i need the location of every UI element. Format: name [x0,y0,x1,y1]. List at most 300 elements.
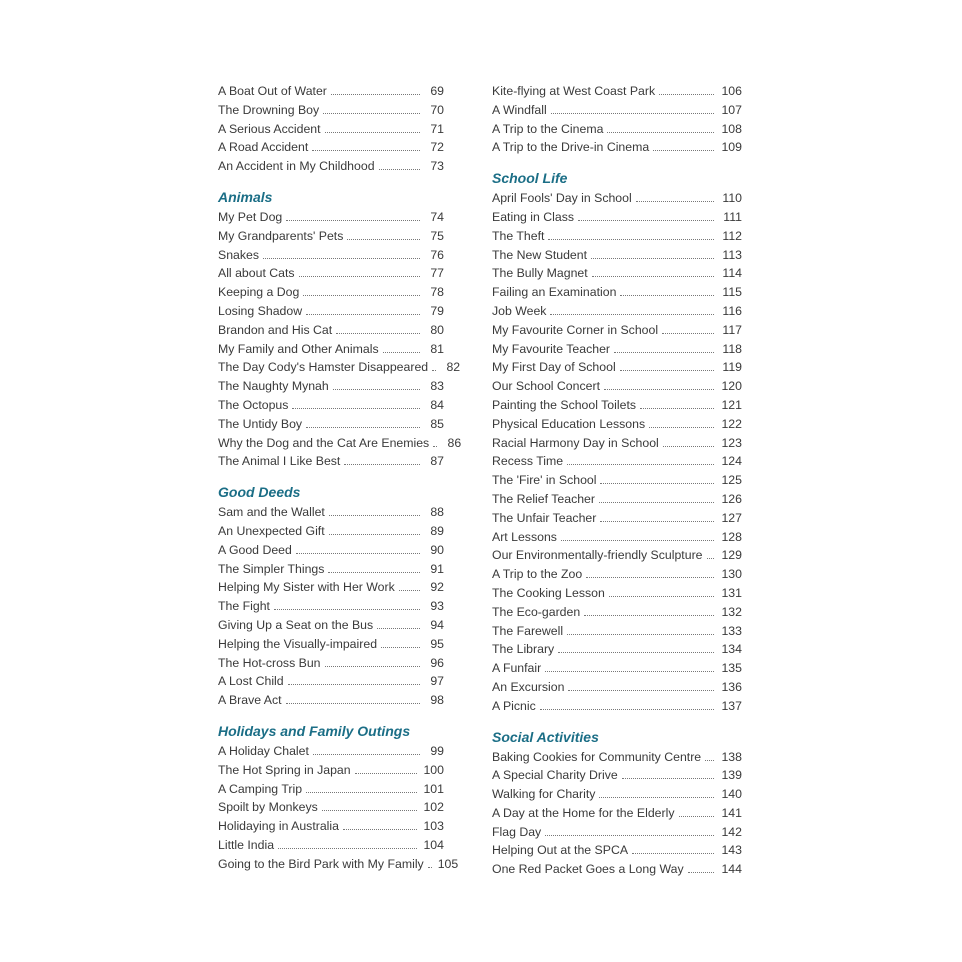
toc-entry-page-number: 142 [721,824,742,839]
toc-entry-title: Baking Cookies for Community Centre [492,749,702,764]
toc-entry-page-number: 137 [721,698,742,713]
toc-entry-page-number: 99 [430,743,444,758]
toc-entry[interactable] [492,264,742,283]
toc-entry[interactable] [218,560,444,579]
toc-entry-page-number: 135 [721,661,742,676]
toc-entry-title: Our Environmentally-friendly Sculpture [492,548,703,563]
dot-leader [558,642,714,653]
toc-entry[interactable] [492,785,742,804]
toc-entry-page-number: 97 [430,674,444,689]
contents-column-left [218,82,462,873]
toc-entry-title: April Fools' Day in School [492,191,632,206]
toc-entry-title: Helping Out at the SPCA [492,843,629,858]
dot-leader [663,436,714,447]
toc-entry-title: Sam and the Wallet [218,505,325,520]
toc-entry-page-number: 120 [721,379,742,394]
dot-leader [548,229,714,240]
dot-leader [578,210,714,221]
toc-entry-page-number: 136 [721,679,742,694]
toc-entry-page-number: 90 [430,542,444,557]
toc-entry-title: Art Lessons [492,529,557,544]
section-holidays-and-family-outings [218,720,459,874]
toc-entry-page-number: 94 [430,617,444,632]
dot-leader [306,304,420,315]
toc-entry-page-number: 132 [721,604,742,619]
toc-entry[interactable] [492,584,742,603]
dot-leader [599,492,714,503]
toc-entry-title: A Holiday Chalet [218,743,309,758]
toc-entry-title: One Red Packet Goes a Long Way [492,862,684,877]
toc-entry[interactable] [492,860,742,879]
dot-leader [586,567,714,578]
toc-entry[interactable] [218,157,444,176]
dot-leader [604,379,714,390]
toc-entry[interactable] [492,546,742,565]
toc-entry[interactable] [218,227,444,246]
toc-entry[interactable] [492,565,742,584]
toc-entry[interactable] [218,541,444,560]
toc-entry-page-number: 88 [430,505,444,520]
toc-entry[interactable] [492,697,742,716]
toc-entry-page-number: 95 [430,636,444,651]
toc-entry-page-number: 102 [423,800,444,815]
section-school-life [492,167,742,715]
toc-entry-page-number: 73 [430,159,444,174]
toc-entry[interactable] [492,766,742,785]
toc-entry[interactable] [492,415,742,434]
toc-entry-page-number: 126 [721,491,742,506]
dot-leader [600,511,714,522]
dot-leader [328,562,420,573]
toc-entry-page-number: 117 [722,322,742,337]
toc-entry-page-number: 129 [721,548,742,563]
dot-leader [347,229,420,240]
dot-leader [399,580,420,591]
toc-entry-title: A Boat Out of Water [218,84,327,98]
section-heading: Social Activities [492,728,599,745]
toc-entry-page-number: 109 [721,140,742,155]
toc-entry-title: The Library [492,642,555,657]
toc-entry-page-number: 83 [430,379,444,394]
dot-leader [653,140,714,151]
dot-leader [312,140,420,151]
toc-entry-title: Walking for Charity [492,787,596,802]
toc-entry[interactable] [218,578,444,597]
toc-entry-page-number: 87 [430,454,444,469]
toc-entry-title: Physical Education Lessons [492,416,646,431]
dot-leader [636,191,714,202]
toc-entry[interactable] [492,640,742,659]
section-social-activities [492,726,742,880]
dot-leader [278,838,417,849]
toc-entry[interactable] [218,82,444,101]
toc-entry-title: The New Student [492,247,588,262]
toc-entry[interactable] [218,503,444,522]
dot-leader [568,680,714,691]
toc-entry-page-number: 119 [722,360,742,375]
dot-leader [329,505,420,516]
toc-entry[interactable] [218,742,444,761]
toc-entry-title: A Trip to the Zoo [492,567,583,582]
dot-leader [567,624,714,635]
toc-entry-title: A Brave Act [218,693,282,708]
toc-entry[interactable] [218,817,444,836]
dot-leader [591,248,714,259]
toc-entry-title: Our School Concert [492,379,600,394]
toc-entry[interactable] [492,823,742,842]
toc-entry[interactable] [218,321,444,340]
toc-entry-title: Going to the Bird Park with My Family [218,856,424,871]
toc-entry-title: My Favourite Teacher [492,341,611,356]
toc-entry-title: Racial Harmony Day in School [492,435,659,450]
toc-entry-title: The Bully Magnet [492,266,588,281]
dot-leader [592,266,714,277]
toc-entry[interactable] [218,616,444,635]
toc-entry[interactable] [492,490,742,509]
toc-entry-page-number: 74 [430,209,444,224]
toc-entry[interactable] [218,208,444,227]
toc-entry[interactable] [218,246,444,265]
toc-entry-title: Painting the School Toilets [492,397,637,412]
toc-entry-page-number: 105 [437,856,459,871]
toc-entry[interactable] [218,120,444,139]
toc-entry[interactable] [492,659,742,678]
toc-entry[interactable] [218,377,444,396]
dot-leader [274,599,420,610]
toc-entry[interactable] [218,138,444,157]
toc-entry-page-number: 72 [430,140,444,155]
section-animals [218,186,462,471]
toc-entry[interactable] [218,302,444,321]
toc-entry[interactable] [492,321,742,340]
dot-leader [662,323,714,334]
toc-entry-title: Keeping a Dog [218,285,300,300]
toc-entry-title: The Octopus [218,397,289,412]
toc-entry[interactable] [492,841,742,860]
dot-leader [705,750,714,761]
dot-leader [379,159,420,170]
toc-entry[interactable] [218,597,444,616]
toc-entry-page-number: 101 [423,781,444,796]
toc-entry-page-number: 84 [430,397,444,412]
dot-leader [325,122,420,133]
toc-entry-page-number: 71 [430,121,444,136]
toc-entry[interactable] [492,377,742,396]
dot-leader [551,103,714,114]
toc-entry-page-number: 89 [430,523,444,538]
toc-entry-page-number: 69 [430,84,444,98]
toc-entry[interactable] [218,264,444,283]
toc-entry-page-number: 79 [430,303,444,318]
toc-entry-page-number: 128 [721,529,742,544]
toc-entry-title: The Drowning Boy [218,102,320,117]
toc-entry-title: Why the Dog and the Cat Are Enemies [218,435,430,450]
toc-entry[interactable] [492,603,742,622]
dot-leader [343,819,417,830]
dot-leader [263,248,420,259]
toc-entry-page-number: 112 [722,228,742,243]
toc-entry-title: Giving Up a Seat on the Bus [218,617,374,632]
toc-entry-page-number: 86 [447,435,462,450]
toc-entry[interactable] [218,283,444,302]
dot-leader [329,524,420,535]
toc-entry-title: My Family and Other Animals [218,341,379,356]
dot-leader [336,323,420,334]
dot-leader [383,342,420,353]
dot-leader [640,398,714,409]
toc-entry-page-number: 110 [722,191,742,206]
dot-leader [622,768,714,779]
toc-entry-page-number: 103 [423,819,444,834]
toc-entry[interactable] [492,358,742,377]
dot-leader [609,586,714,597]
dot-leader [286,210,420,221]
toc-entry[interactable] [218,522,444,541]
dot-leader [299,266,420,277]
toc-entry-title: The Animal I Like Best [218,454,341,469]
dot-leader [344,454,420,465]
dot-leader [292,398,420,409]
toc-entry-title: The Naughty Mynah [218,379,329,394]
toc-entry-title: Eating in Class [492,209,575,224]
dot-leader [322,800,418,811]
toc-entry[interactable] [218,396,444,415]
dot-leader [540,699,714,710]
toc-entry-title: Helping My Sister with Her Work [218,580,395,595]
toc-entry[interactable] [492,509,742,528]
toc-entry[interactable] [218,415,444,434]
toc-entry-title: The Relief Teacher [492,491,595,506]
dot-leader [545,661,714,672]
toc-entry-title: A Road Accident [218,140,309,155]
toc-entry-page-number: 98 [430,693,444,708]
toc-entry[interactable] [218,434,462,453]
toc-entry-title: An Unexpected Gift [218,523,325,538]
toc-entry-title: Holidaying in Australia [218,819,339,834]
toc-entry-page-number: 144 [721,862,742,877]
toc-entry-title: Losing Shadow [218,303,303,318]
toc-entry-title: A Funfair [492,661,542,676]
toc-entry-page-number: 143 [721,843,742,858]
toc-entry-title: The Cooking Lesson [492,585,605,600]
toc-entry-title: The 'Fire' in School [492,473,597,488]
toc-entry-title: A Good Deed [218,542,292,557]
toc-entry-page-number: 116 [722,303,742,318]
toc-entry-title: A Day at the Home for the Elderly [492,805,675,820]
dot-leader [649,417,714,428]
toc-entry[interactable] [492,302,742,321]
toc-entry[interactable] [492,101,742,120]
toc-entry-page-number: 100 [423,762,444,777]
toc-entry-title: All about Cats [218,266,295,281]
toc-entry-page-number: 118 [722,341,742,356]
toc-entry-title: The Fight [218,599,270,614]
toc-entry-page-number: 104 [423,837,444,852]
toc-entry-page-number: 124 [721,454,742,469]
toc-entry[interactable] [218,340,444,359]
toc-entry[interactable] [218,654,444,673]
toc-entry-title: A Lost Child [218,674,284,689]
dot-leader [620,360,714,371]
dot-leader [679,806,715,817]
contents-column-right [492,82,742,879]
section-heading: Holidays and Family Outings [218,722,411,739]
toc-entry-title: My First Day of School [492,360,616,375]
dot-leader [306,417,420,428]
toc-entry-page-number: 70 [430,102,444,117]
dot-leader [561,530,714,541]
toc-entry[interactable] [218,761,444,780]
toc-entry-title: A Camping Trip [218,781,303,796]
dot-leader [707,548,714,559]
toc-entry-title: Brandon and His Cat [218,322,333,337]
toc-entry[interactable] [218,780,444,799]
toc-entry-title: The Simpler Things [218,561,325,576]
section-heading: School Life [492,170,568,187]
toc-entry-title: An Accident in My Childhood [218,159,375,174]
toc-entry[interactable] [492,804,742,823]
toc-entry[interactable] [218,855,459,874]
dot-leader [688,862,714,873]
toc-entry-title: Recess Time [492,454,564,469]
toc-entry-title: Flag Day [492,824,542,839]
toc-entry[interactable] [492,227,742,246]
toc-entry[interactable] [492,340,742,359]
toc-entry-page-number: 140 [721,787,742,802]
toc-entry[interactable] [492,471,742,490]
toc-entry-title: My Grandparents' Pets [218,228,344,243]
toc-entry-title: The Day Cody's Hamster Disappeared [218,360,429,375]
toc-entry[interactable] [492,120,742,139]
toc-entry[interactable] [218,798,444,817]
toc-entry[interactable] [492,189,742,208]
section-heading: Animals [218,188,273,205]
dot-leader [659,84,714,95]
toc-entry-page-number: 122 [721,416,742,431]
toc-entry-page-number: 133 [721,623,742,638]
toc-entry-page-number: 113 [722,247,742,262]
toc-entry[interactable] [218,358,461,377]
toc-entry-title: The Unfair Teacher [492,510,597,525]
toc-entry-page-number: 77 [430,266,444,281]
toc-entry[interactable] [492,246,742,265]
toc-entry[interactable] [218,672,444,691]
toc-entry[interactable] [492,748,742,767]
toc-entry-title: A Special Charity Drive [492,768,618,783]
toc-entry-title: The Theft [492,228,545,243]
toc-entry[interactable] [218,101,444,120]
toc-entry[interactable] [492,138,742,157]
toc-entry[interactable] [492,82,742,101]
toc-entry[interactable] [492,528,742,547]
toc-entry-title: Snakes [218,247,260,262]
section-heading: Good Deeds [218,484,301,501]
toc-entry-page-number: 108 [721,121,742,136]
toc-entry[interactable] [218,691,444,710]
toc-entry[interactable] [492,434,742,453]
toc-entry-title: The Hot Spring in Japan [218,762,351,777]
dot-leader [313,744,420,755]
toc-entry-title: The Farewell [492,623,564,638]
toc-entry-page-number: 81 [430,341,444,356]
toc-entry-page-number: 85 [430,416,444,431]
toc-entry-title: A Serious Accident [218,121,321,136]
dot-leader [620,285,714,296]
toc-entry-title: The Hot-cross Bun [218,655,321,670]
dot-leader [288,674,420,685]
toc-entry-title: An Excursion [492,679,565,694]
toc-entry[interactable] [218,836,444,855]
dot-leader [286,693,420,704]
toc-entry-page-number: 82 [446,360,461,375]
dot-leader [377,618,420,629]
dot-leader [325,656,420,667]
dot-leader [599,787,714,798]
section-good-deeds [218,481,444,710]
toc-entry-title: Failing an Examination [492,285,617,300]
toc-entry-title: The Eco-garden [492,604,581,619]
dot-leader [303,285,420,296]
toc-entry-page-number: 106 [721,84,742,98]
toc-entry-page-number: 92 [430,580,444,595]
toc-entry-title: A Picnic [492,698,536,713]
toc-entry-title: My Pet Dog [218,209,283,224]
toc-entry-page-number: 127 [721,510,742,525]
toc-entry[interactable] [492,396,742,415]
toc-entry[interactable] [492,283,742,302]
dot-leader [632,843,714,854]
toc-entry-title: Spoilt by Monkeys [218,800,318,815]
dot-leader [607,122,714,133]
toc-entry-title: My Favourite Corner in School [492,322,659,337]
dot-leader [614,342,714,353]
toc-entry[interactable] [218,452,444,471]
toc-entry[interactable] [492,622,742,641]
toc-entry-title: Helping the Visually-impaired [218,636,378,651]
toc-entry-title: A Windfall [492,102,547,117]
dot-leader [550,304,714,315]
toc-entry-page-number: 93 [430,599,444,614]
toc-entry-title: Little India [218,837,275,852]
toc-entry-page-number: 96 [430,655,444,670]
toc-entry[interactable] [218,635,444,654]
section-continued [218,82,444,176]
dot-leader [331,84,420,95]
toc-entry-page-number: 115 [722,285,742,300]
toc-entry[interactable] [492,452,742,471]
section-continued [492,82,742,157]
toc-entry-page-number: 123 [721,435,742,450]
dot-leader [355,763,418,774]
dot-leader [333,379,420,390]
dot-leader [381,637,420,648]
toc-entry-page-number: 107 [721,102,742,117]
dot-leader [296,543,420,554]
toc-entry-page-number: 121 [721,397,742,412]
dot-leader [600,473,714,484]
toc-entry-page-number: 76 [430,247,444,262]
toc-entry-page-number: 131 [721,585,742,600]
toc-entry-page-number: 111 [723,209,742,224]
toc-entry-page-number: 134 [721,642,742,657]
toc-entry-title: The Untidy Boy [218,416,303,431]
toc-entry[interactable] [492,208,742,227]
toc-entry-title: Kite-flying at West Coast Park [492,84,656,98]
toc-entry-page-number: 138 [721,749,742,764]
toc-entry[interactable] [492,678,742,697]
toc-entry-page-number: 80 [430,322,444,337]
toc-entry-page-number: 141 [721,805,742,820]
